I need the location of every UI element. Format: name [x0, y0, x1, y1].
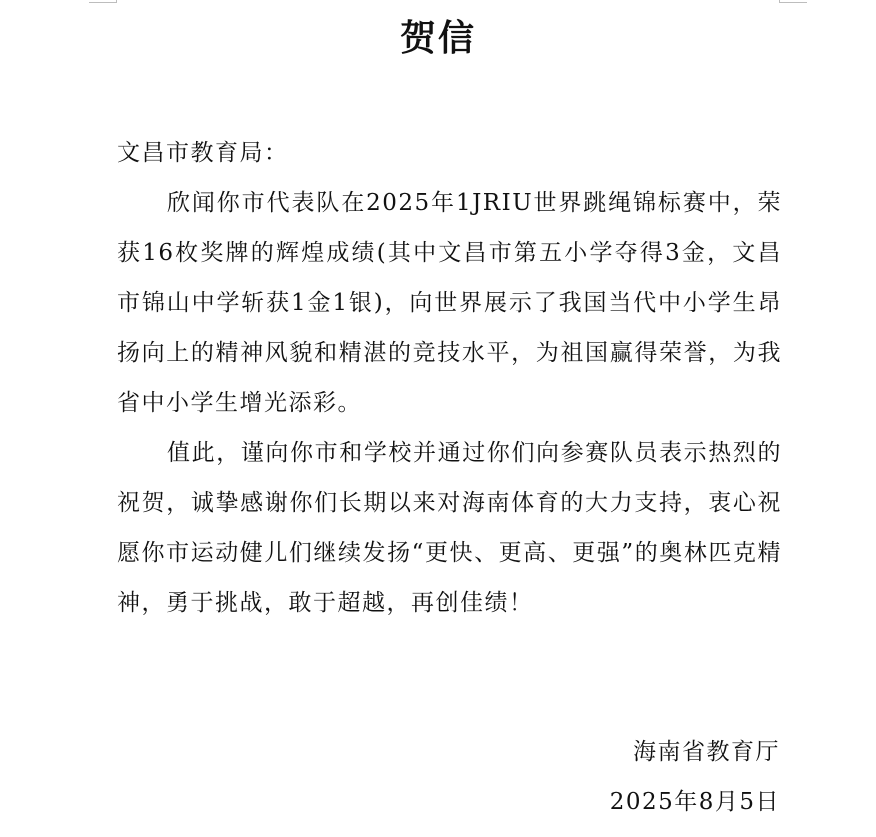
letter-paragraph-2: 值此，谨向你市和学校并通过你们向参赛队员表示热烈的祝贺，诚挚感谢你们长期以来对海南体育的大力支持，衷心祝愿你市运动健儿们继续发扬“更快、更高、更强”的奥林匹克精神，勇于挑战，敢于超越，再创佳绩！: [117, 440, 782, 616]
signature-date: 2025年8月5日: [609, 789, 780, 815]
signature-organization: 海南省教育厅: [633, 739, 780, 765]
page-corner-mark-left: [89, 2, 117, 3]
page-corner-mark-right: [779, 2, 807, 3]
letter-paragraph-1: 欣闻你市代表队在2025年1JRIU世界跳绳锦标赛中，荣获16枚奖牌的辉煌成绩(其中文昌市第五小学夺得3金，文昌市锦山中学斩获1金1银)，向世界展示了我国当代中小学生昂扬向上的精神风貌和精湛的竞技水平，为祖国赢得荣誉，为我省中小学生增光添彩。: [117, 190, 782, 416]
letter-title: 贺信: [399, 17, 476, 59]
letter-salutation: 文昌市教育局：: [117, 140, 289, 166]
